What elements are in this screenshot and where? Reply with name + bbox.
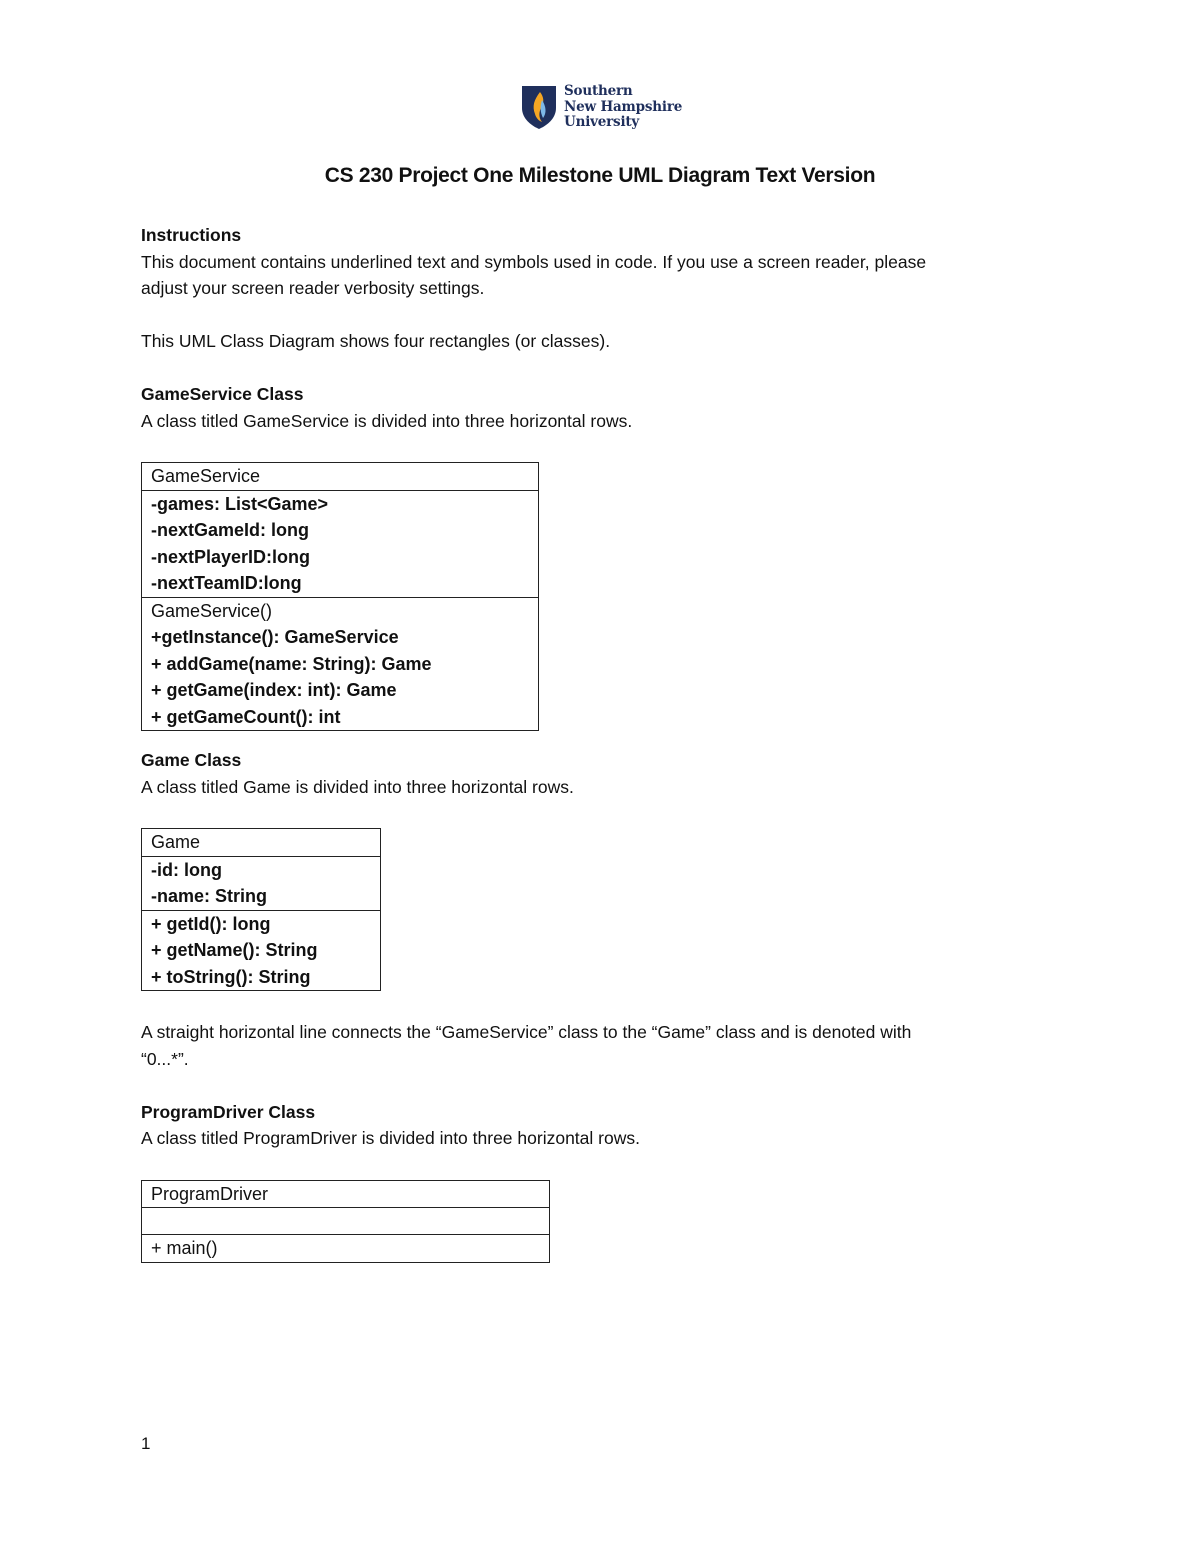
- attribute: -games: List<Game>: [151, 493, 329, 514]
- logo-line-2: New Hampshire: [564, 98, 683, 115]
- method: + getId(): long: [151, 913, 271, 934]
- attribute: -name: String: [151, 886, 268, 906]
- method: + toString(): String: [151, 966, 311, 987]
- relation-line-2: “0...*”.: [141, 1048, 189, 1069]
- gameservice-attributes-row: [142, 490, 538, 597]
- gameservice-description: A class titled GameService is divided into three horizontal rows.: [141, 410, 633, 431]
- university-name: [564, 84, 682, 131]
- method: + main(): [151, 1238, 218, 1258]
- method: + getGame(index: int): Game: [151, 680, 397, 700]
- gameservice-methods-row: [142, 597, 538, 731]
- attribute: -nextGameId: long: [151, 520, 310, 540]
- instructions-heading: Instructions: [141, 225, 242, 245]
- class-name: GameService: [151, 466, 261, 486]
- method: GameService(): [151, 600, 273, 621]
- game-name-row: [142, 829, 380, 856]
- shield-flame-icon: [520, 84, 558, 130]
- class-name: ProgramDriver: [151, 1183, 269, 1204]
- logo-line-1: Southern: [564, 83, 633, 99]
- attribute: -id: long: [151, 859, 222, 880]
- method: + getGameCount(): int: [151, 706, 341, 727]
- relation-line-1: A straight horizontal line connects the “GameService” class to the “Game” class and is denoted with: [141, 1022, 912, 1042]
- method: +getInstance(): GameService: [151, 627, 399, 647]
- document-title: CS 230 Project One Milestone UML Diagram Text Version: [324, 164, 876, 187]
- instructions-line-1: This document contains underlined text and symbols used in code. If you use a screen reader, please: [141, 251, 927, 272]
- game-description: A class titled Game is divided into three horizontal rows.: [141, 776, 574, 797]
- programdriver-heading: ProgramDriver Class: [141, 1101, 316, 1122]
- instructions-line-2: adjust your screen reader verbosity settings.: [141, 278, 485, 298]
- game-class-box: [141, 828, 381, 991]
- programdriver-methods-row: [142, 1234, 549, 1262]
- attribute: -nextPlayerID:long: [151, 546, 311, 567]
- method: + getName(): String: [151, 940, 318, 960]
- programdriver-class-box: [141, 1180, 550, 1263]
- gameservice-heading: GameService Class: [141, 384, 304, 404]
- gameservice-class-box: [141, 462, 539, 731]
- page-number: 1: [141, 1434, 151, 1453]
- programdriver-description: A class titled ProgramDriver is divided into three horizontal rows.: [141, 1128, 640, 1148]
- game-methods-row: [142, 910, 380, 991]
- class-name: Game: [151, 832, 201, 852]
- programdriver-attributes-row: [142, 1207, 549, 1234]
- method: + addGame(name: String): Game: [151, 653, 432, 674]
- gameservice-name-row: [142, 463, 538, 490]
- diagram-summary: This UML Class Diagram shows four rectangles (or classes).: [141, 331, 611, 351]
- document-body: [141, 222, 1041, 1263]
- game-attributes-row: [142, 856, 380, 910]
- university-logo: [520, 84, 682, 131]
- logo-line-3: University: [564, 114, 640, 130]
- programdriver-name-row: [142, 1181, 549, 1208]
- attribute: -nextTeamID:long: [151, 573, 302, 593]
- game-heading: Game Class: [141, 750, 242, 770]
